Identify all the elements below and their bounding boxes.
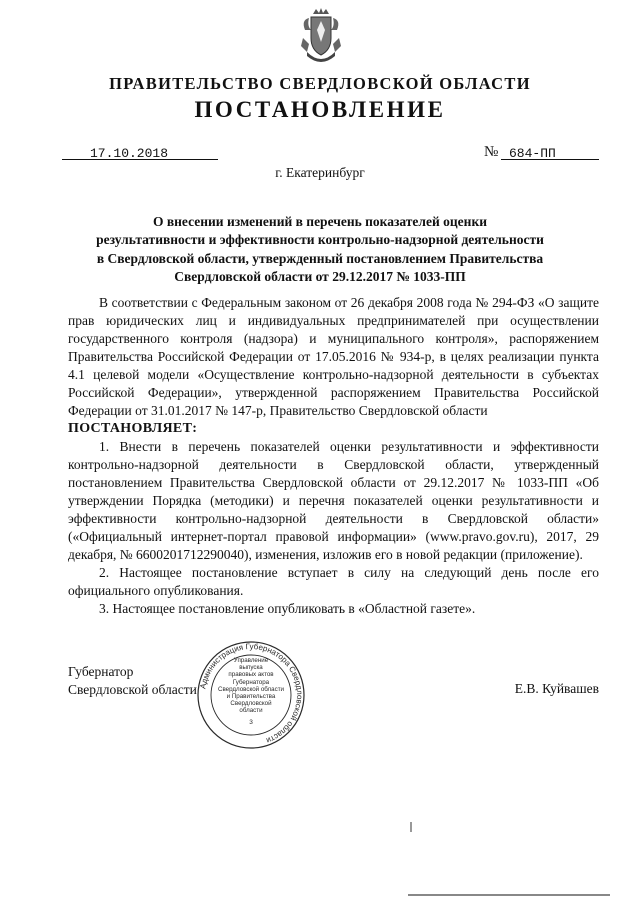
resolution-item-1: 1. Внести в перечень показателей оценки результативности и эффективности контрольно-надзорной деятельности в Свердловской области, утвержденный постановлением Правительства Свердловской области от 29.12.2017 № 1033-ПП «Об утверждении Порядка (методики) и перечня показателей оценки результативности и эффективности контрольно-надзорной деятельности в Свердловской области» («Официальный интернет-портал правовой информации» (www.pravo.gov.ru), 2017, 29 декабря, № 6600201712290040), изменения, изложив его в новой редакции (приложение). bbox=[68, 439, 599, 562]
stamp-line: Управление bbox=[233, 657, 269, 664]
stamp-line: Губернатора bbox=[232, 678, 270, 686]
number-sign: № bbox=[484, 144, 499, 160]
stamp-line: выпуска bbox=[239, 664, 263, 672]
position-line: Свердловской области bbox=[68, 682, 197, 697]
stamp-line: и Правительства bbox=[226, 693, 276, 701]
stamp-center-text bbox=[215, 657, 287, 715]
signature-position bbox=[68, 663, 197, 699]
government-name: ПРАВИТЕЛЬСТВО СВЕРДЛОВСКОЙ ОБЛАСТИ bbox=[109, 74, 531, 93]
position-line: Губернатор bbox=[68, 664, 134, 679]
resolution-item-3: 3. Настоящее постановление опубликовать в «Областной газете». bbox=[99, 601, 476, 616]
stamp-line: правовых актов bbox=[228, 671, 274, 679]
stamp-line: Свердловской bbox=[230, 700, 272, 708]
resolves-heading: ПОСТАНОВЛЯЕТ: bbox=[68, 421, 198, 436]
document-type: ПОСТАНОВЛЕНИЕ bbox=[194, 97, 446, 122]
number-underline bbox=[501, 159, 599, 160]
scan-mark bbox=[410, 822, 412, 832]
signatory-name: Е.В. Куйвашев bbox=[514, 681, 599, 696]
document-city: г. Екатеринбург bbox=[275, 165, 365, 180]
title-line: Свердловской области от 29.12.2017 № 1033-ПП bbox=[174, 268, 466, 284]
title-line: в Свердловской области, утвержденный постановлением Правительства bbox=[96, 250, 544, 266]
preamble-paragraph: В соответствии с Федеральным законом от 26 декабря 2008 года № 294-ФЗ «О защите прав юридических лиц и индивидуальных предпринимателей при осуществлении государственного контроля (надзора) и муниципального контроля», распоряжением Правительства Российской Федерации от 17.05.2016 № 934-р, в целях реализации пункта 4.1 целевой модели «Осуществление контрольно-надзорной деятельности в субъектах Российской Федерации», утвержденной распоряжением Правительства Российской Федерации от 31.01.2017 № 147-р, Правительство Свердловской области bbox=[68, 295, 599, 418]
coat-of-arms-icon bbox=[299, 8, 343, 68]
stamp-number: 3 bbox=[249, 719, 253, 726]
stamp-line: области bbox=[239, 707, 263, 715]
title-line: О внесении изменений в перечень показателей оценки bbox=[152, 214, 487, 229]
date-underline bbox=[62, 159, 218, 160]
document-number: 684-ПП bbox=[509, 146, 556, 161]
resolution-item-2: 2. Настоящее постановление вступает в силу на следующий день после его официального опубликования. bbox=[68, 565, 599, 598]
title-line: результативности и эффективности контрольно-надзорной деятельности bbox=[96, 232, 544, 248]
stamp-ring-text: Администрация Губернатора Свердловской области bbox=[198, 641, 305, 746]
document-body bbox=[68, 294, 599, 618]
stamp-line: Свердловской области bbox=[217, 685, 284, 693]
document-title bbox=[80, 213, 560, 286]
footer-print-mark bbox=[408, 892, 610, 898]
document-date: 17.10.2018 bbox=[90, 146, 169, 161]
